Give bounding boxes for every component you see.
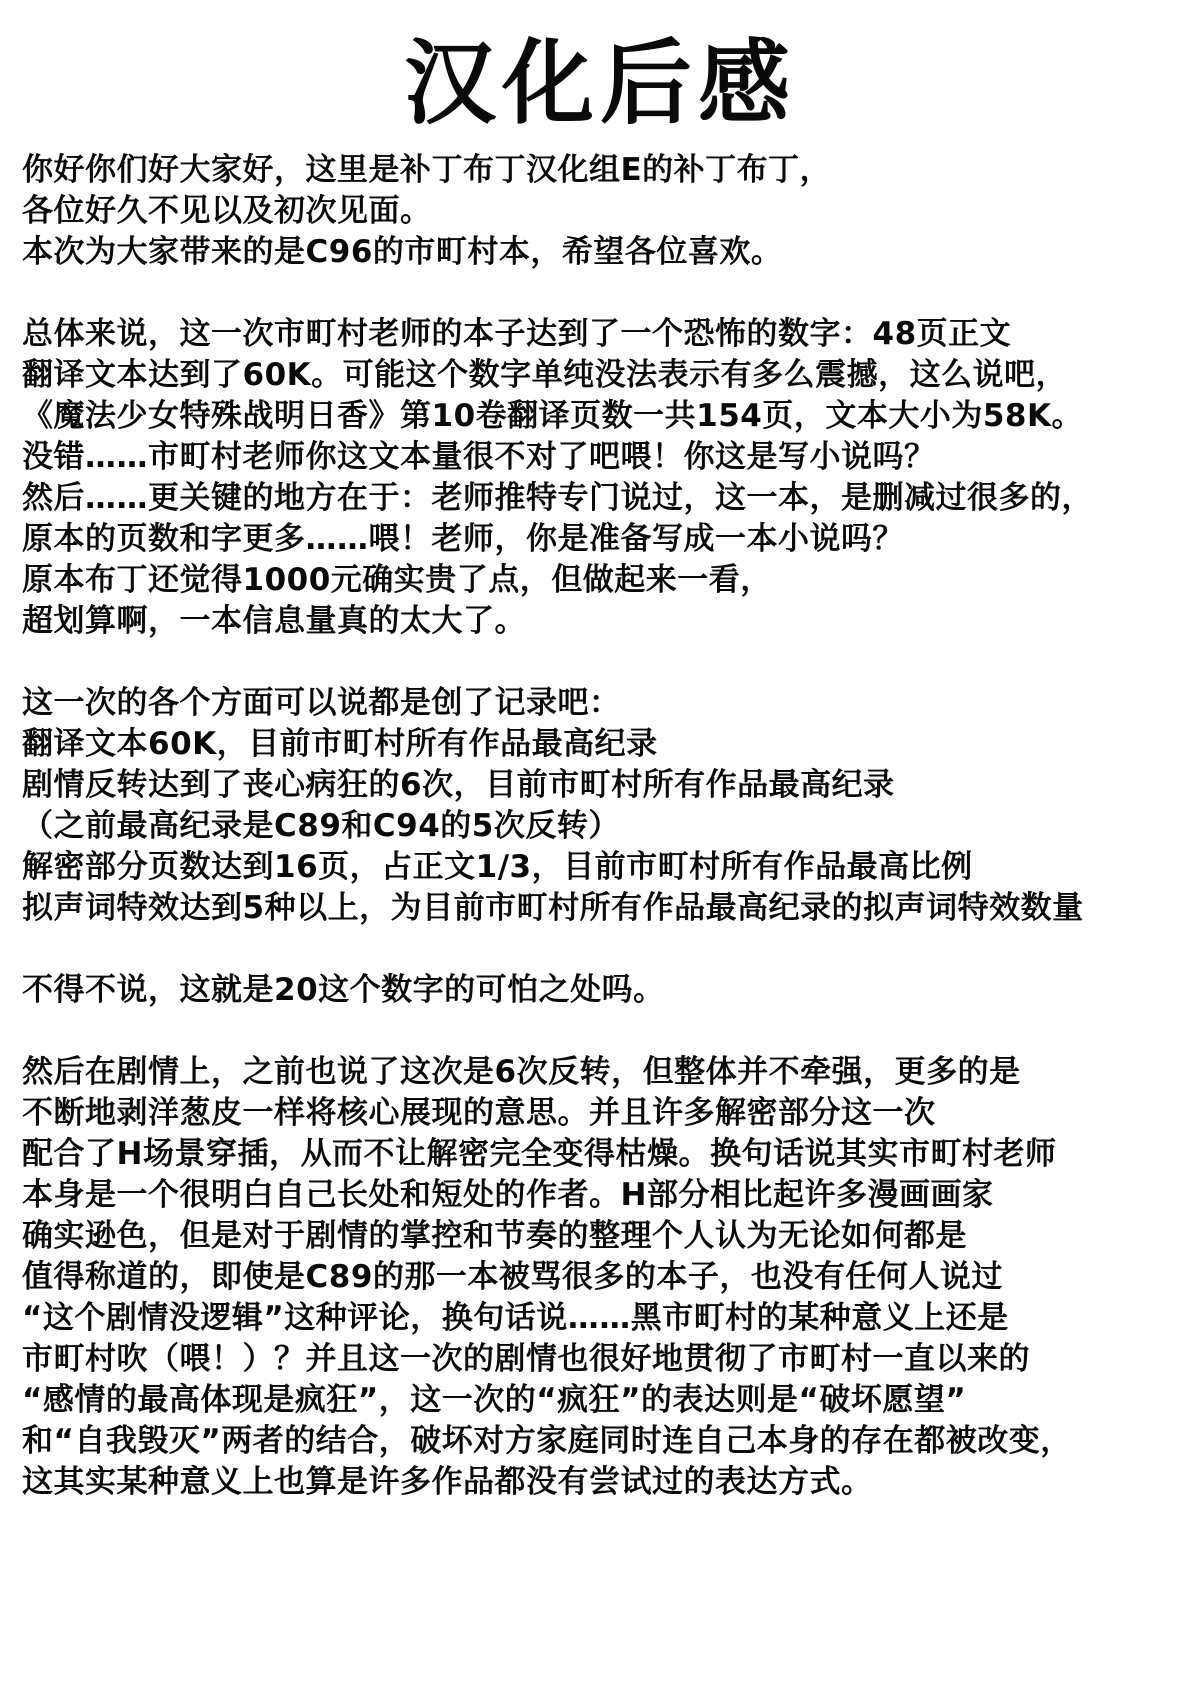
text-line: 翻译文本60K，目前市町村所有作品最高纪录 <box>22 726 658 762</box>
text-line: 解密部分页数达到16页，占正文1/3，目前市町村所有作品最高比例 <box>22 849 973 885</box>
text-line: 和“自我毁灭”两者的结合，破坏对方家庭同时连自己本身的存在都被改变， <box>22 1423 1072 1459</box>
text-line: 超划算啊，一本信息量真的太大了。 <box>22 603 526 639</box>
text-line: 原本布丁还觉得1000元确实贵了点，但做起来一看， <box>22 562 772 598</box>
text-line: 剧情反转达到了丧心病狂的6次，目前市町村所有作品最高纪录 <box>22 767 895 803</box>
text-line: 《魔法少女特殊战明日香》第10卷翻译页数一共154页，文本大小为58K。 <box>22 398 1084 434</box>
text-line: 本次为大家带来的是C96的市町村本，希望各位喜欢。 <box>22 234 783 270</box>
text-line: 拟声词特效达到5种以上，为目前市町村所有作品最高纪录的拟声词特效数量 <box>22 890 1084 926</box>
text-line: “感情的最高体现是疯狂”，这一次的“疯狂”的表达则是“破坏愿望” <box>22 1382 967 1418</box>
text-line: 值得称道的，即使是C89的那一本被骂很多的本子，也没有任何人说过 <box>22 1259 1003 1295</box>
text-line: 市町村吹（喂！）？并且这一次的剧情也很好地贯彻了市町村一直以来的 <box>22 1341 1030 1377</box>
text-line: 各位好久不见以及初次见面。 <box>22 193 432 229</box>
document-body <box>22 150 1186 1503</box>
text-line: “这个剧情没逻辑”这种评论，换句话说……黑市町村的某种意义上还是 <box>22 1300 1009 1336</box>
text-line: 然后……更关键的地方在于：老师推特专门说过，这一本，是删减过很多的， <box>22 480 1093 516</box>
text-line: 这其实某种意义上也算是许多作品都没有尝试过的表达方式。 <box>22 1464 873 1500</box>
text-line: 配合了H场景穿插，从而不让解密完全变得枯燥。换句话说其实市町村老师 <box>22 1136 1057 1172</box>
text-line: 确实逊色，但是对于剧情的掌控和节奏的整理个人认为无论如何都是 <box>22 1218 967 1254</box>
paragraph-remark <box>22 970 1186 1011</box>
paragraph-records <box>22 683 1186 929</box>
text-line: 不得不说，这就是20这个数字的可怕之处吗。 <box>22 972 665 1008</box>
paragraph-story <box>22 1052 1186 1503</box>
paragraph-overview <box>22 314 1186 642</box>
page-title: 汉化后感 <box>403 30 796 137</box>
text-line: 总体来说，这一次市町村老师的本子达到了一个恐怖的数字：48页正文 <box>22 316 1012 352</box>
paragraph-greeting <box>22 150 1186 273</box>
text-line: 然后在剧情上，之前也说了这次是6次反转，但整体并不牵强，更多的是 <box>22 1054 1021 1090</box>
text-line: 不断地剥洋葱皮一样将核心展现的意思。并且许多解密部分这一次 <box>22 1095 936 1131</box>
text-line: 翻译文本达到了60K。可能这个数字单纯没法表示有多么震撼，这么说吧， <box>22 357 1068 393</box>
text-line: 你好你们好大家好，这里是补丁布丁汉化组E的补丁布丁， <box>22 152 832 188</box>
text-line: 这一次的各个方面可以说都是创了记录吧： <box>22 685 621 721</box>
text-line: （之前最高纪录是C89和C94的5次反转） <box>22 808 620 844</box>
text-line: 本身是一个很明白自己长处和短处的作者。H部分相比起许多漫画画家 <box>22 1177 994 1213</box>
text-line: 没错……市町村老师你这文本量很不对了吧喂！你这是写小说吗？ <box>22 439 936 475</box>
text-line: 原本的页数和字更多……喂！老师，你是准备写成一本小说吗？ <box>22 521 904 557</box>
